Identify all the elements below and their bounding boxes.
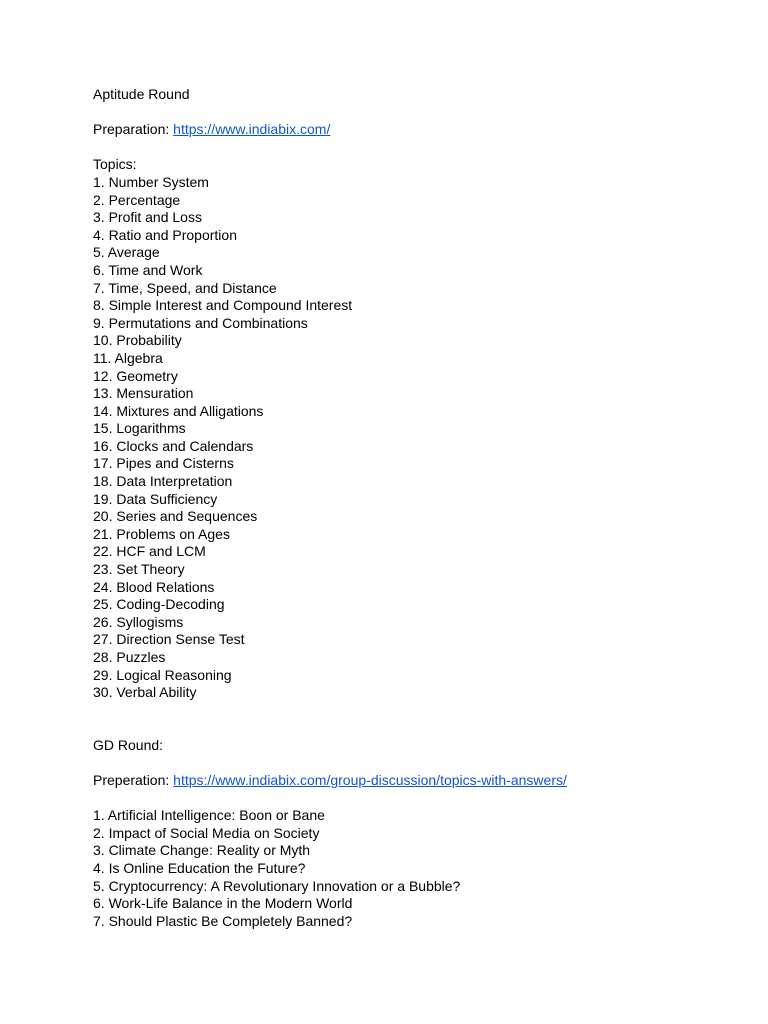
aptitude-preparation-line xyxy=(93,121,733,139)
aptitude-topic-item: 17. Pipes and Cisterns xyxy=(93,455,234,472)
aptitude-topic-item: 13. Mensuration xyxy=(93,385,194,402)
aptitude-topic-item: 11. Algebra xyxy=(93,349,163,366)
gd-topics-list xyxy=(93,807,733,930)
aptitude-topic-item: 12. Geometry xyxy=(93,367,178,384)
gd-topic-item: 1. Artificial Intelligence: Boon or Bane xyxy=(93,807,325,824)
aptitude-topic-item: 19. Data Sufficiency xyxy=(93,490,218,507)
aptitude-heading: Aptitude Round xyxy=(93,86,190,102)
aptitude-topic-item: 1. Number System xyxy=(93,173,209,190)
aptitude-topics-label: Topics: xyxy=(93,156,137,173)
spacer xyxy=(93,104,733,122)
aptitude-topic-item: 29. Logical Reasoning xyxy=(93,666,232,683)
aptitude-topic-item: 20. Series and Sequences xyxy=(93,508,258,525)
aptitude-topic-item: 23. Set Theory xyxy=(93,561,185,578)
aptitude-topic-item: 7. Time, Speed, and Distance xyxy=(93,279,277,296)
aptitude-preparation-label: Preparation: xyxy=(93,121,170,138)
aptitude-topic-item: 8. Simple Interest and Compound Interest xyxy=(93,297,353,314)
aptitude-topic-item: 9. Permutations and Combinations xyxy=(93,314,308,331)
aptitude-topic-item: 4. Ratio and Proportion xyxy=(93,226,237,243)
gd-heading: GD Round: xyxy=(93,736,164,753)
spacer xyxy=(93,139,733,157)
aptitude-topic-item: 2. Percentage xyxy=(93,191,181,208)
aptitude-topic-item: 14. Mixtures and Alligations xyxy=(93,402,264,419)
gd-topic-item: 3. Climate Change: Reality or Myth xyxy=(93,842,311,859)
spacer xyxy=(93,790,733,808)
aptitude-topic-item: 16. Clocks and Calendars xyxy=(93,437,254,454)
aptitude-topic-item: 3. Profit and Loss xyxy=(93,209,202,226)
aptitude-topics-list xyxy=(93,174,733,702)
aptitude-preparation-link[interactable]: https://www.indiabix.com/ xyxy=(173,121,331,138)
aptitude-topic-item: 18. Data Interpretation xyxy=(93,473,233,490)
aptitude-topic-item: 22. HCF and LCM xyxy=(93,543,206,560)
document-page xyxy=(93,86,733,930)
spacer xyxy=(93,702,733,737)
gd-preparation-link[interactable]: https://www.indiabix.com/group-discussion/topics-with-answers/ xyxy=(173,771,567,788)
aptitude-topic-item: 24. Blood Relations xyxy=(93,578,215,595)
aptitude-topic-item: 6. Time and Work xyxy=(93,261,203,278)
aptitude-topic-item: 25. Coding-Decoding xyxy=(93,596,225,613)
aptitude-topic-item: 30. Verbal Ability xyxy=(93,684,197,701)
gd-preparation-line xyxy=(93,772,733,790)
gd-topic-item: 7. Should Plastic Be Completely Banned? xyxy=(93,912,353,929)
gd-preparation-label: Preperation: xyxy=(93,771,170,788)
aptitude-topic-item: 28. Puzzles xyxy=(93,649,166,665)
spacer xyxy=(93,754,733,772)
aptitude-topic-item: 5. Average xyxy=(93,244,160,261)
aptitude-topic-item: 21. Problems on Ages xyxy=(93,525,230,542)
aptitude-topic-item: 26. Syllogisms xyxy=(93,613,184,630)
aptitude-topic-item: 15. Logarithms xyxy=(93,420,186,437)
gd-topic-item: 5. Cryptocurrency: A Revolutionary Innovation or a Bubble? xyxy=(93,877,461,894)
aptitude-topic-item: 10. Probability xyxy=(93,332,182,349)
aptitude-topic-item: 27. Direction Sense Test xyxy=(93,631,245,648)
gd-topic-item: 6. Work-Life Balance in the Modern World xyxy=(93,895,353,912)
gd-topic-item: 4. Is Online Education the Future? xyxy=(93,859,306,876)
gd-topic-item: 2. Impact of Social Media on Society xyxy=(93,824,320,841)
